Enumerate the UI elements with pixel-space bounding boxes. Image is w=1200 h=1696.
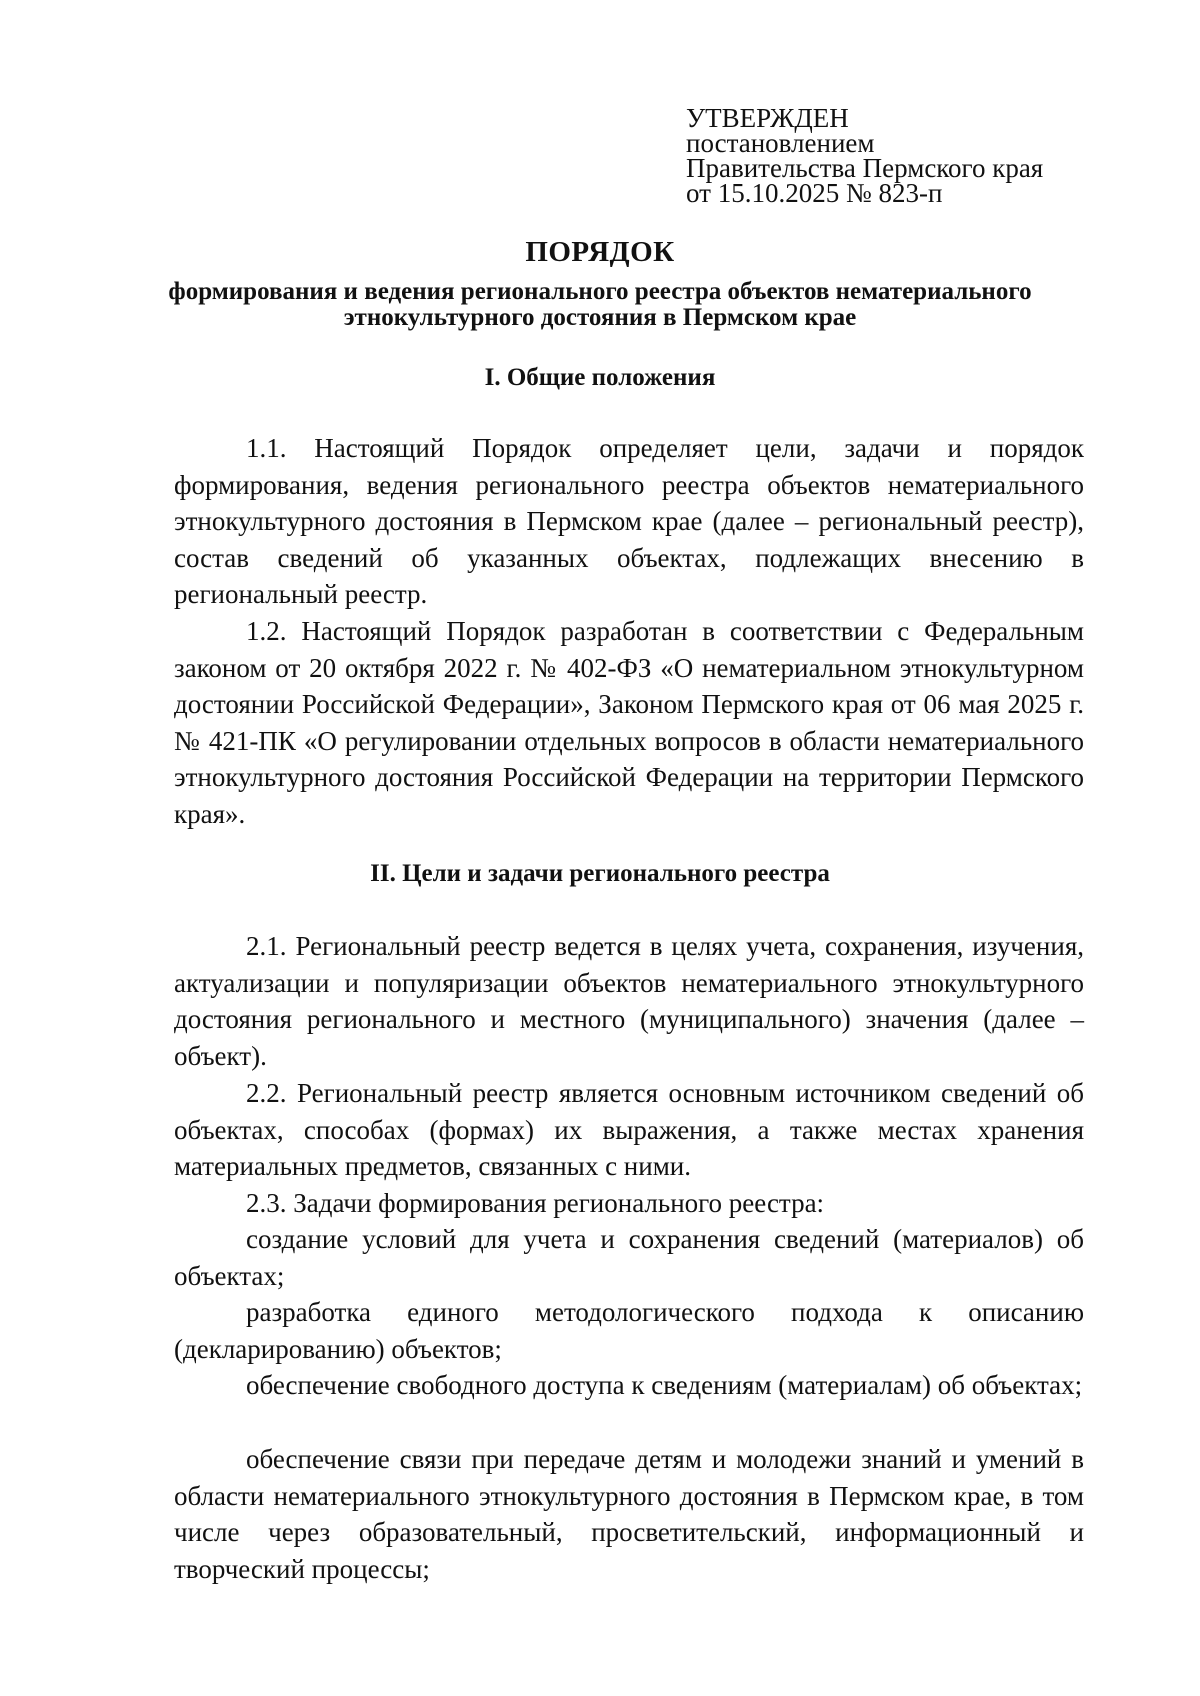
document-title: ПОРЯДОК bbox=[525, 236, 675, 268]
paragraph-2-1: 2.1. Региональный реестр ведется в целях учета, сохранения, изучения, актуализации и популяризации объектов нематериального этнокультурного достояния регионального и местного (муниципального) значения (далее – объект). bbox=[174, 931, 1084, 1071]
paragraph-2-2: 2.2. Региональный реестр является основным источником сведений об объектах, способах (формах) их выражения, а также местах хранения материальных предметов, связанных с ними. bbox=[174, 1078, 1084, 1182]
task-item-1: создание условий для учета и сохранения сведений (материалов) об объектах; bbox=[174, 1224, 1084, 1291]
section-2-heading: II. Цели и задачи регионального реестра bbox=[370, 860, 830, 887]
approval-line-date-number: от 15.10.2025 № 823-п bbox=[686, 178, 943, 208]
approval-stamp bbox=[686, 103, 1044, 208]
approval-line-government: Правительства Пермского края bbox=[686, 153, 1044, 183]
approval-line-approved: УТВЕРЖДЕН bbox=[686, 103, 849, 133]
document-subtitle: формирования и ведения регионального реестра объектов нематериального этнокультурного достояния в Пермском крае bbox=[168, 278, 1032, 331]
paragraph-2-3: 2.3. Задачи формирования регионального реестра: bbox=[246, 1188, 825, 1218]
paragraph-1-2: 1.2. Настоящий Порядок разработан в соответствии с Федеральным законом от 20 октября 2022 г. № 402-ФЗ «О нематериальном этнокультурном достоянии Российской Федерации», Законом Пермского края от 06 мая 2025 г. № 421-ПК «О регулировании отдельных вопросов в области нематериального этнокультурного достояния Российской Федерации на территории Пермского края». bbox=[174, 616, 1084, 829]
paragraph-1-1: 1.1. Настоящий Порядок определяет цели, задачи и порядок формирования, ведения регионального реестра объектов нематериального этнокультурного достояния в Пермском крае (далее – региональный реестр), состав сведений об указанных объектах, подлежащих внесению в региональный реестр. bbox=[174, 433, 1084, 610]
task-item-2: разработка единого методологического подхода к описанию (декларированию) объектов; bbox=[174, 1297, 1084, 1364]
section-1-heading: I. Общие положения bbox=[484, 364, 716, 391]
task-item-3: обеспечение свободного доступа к сведениям (материалам) об объектах; bbox=[246, 1370, 1083, 1400]
approval-line-resolution: постановлением bbox=[686, 128, 875, 158]
task-item-4: обеспечение связи при передаче детям и молодежи знаний и умений в области нематериального этнокультурного достояния в Пермском крае, в том числе через образовательный, просветительский, информационный и творческий процессы; bbox=[174, 1444, 1084, 1584]
